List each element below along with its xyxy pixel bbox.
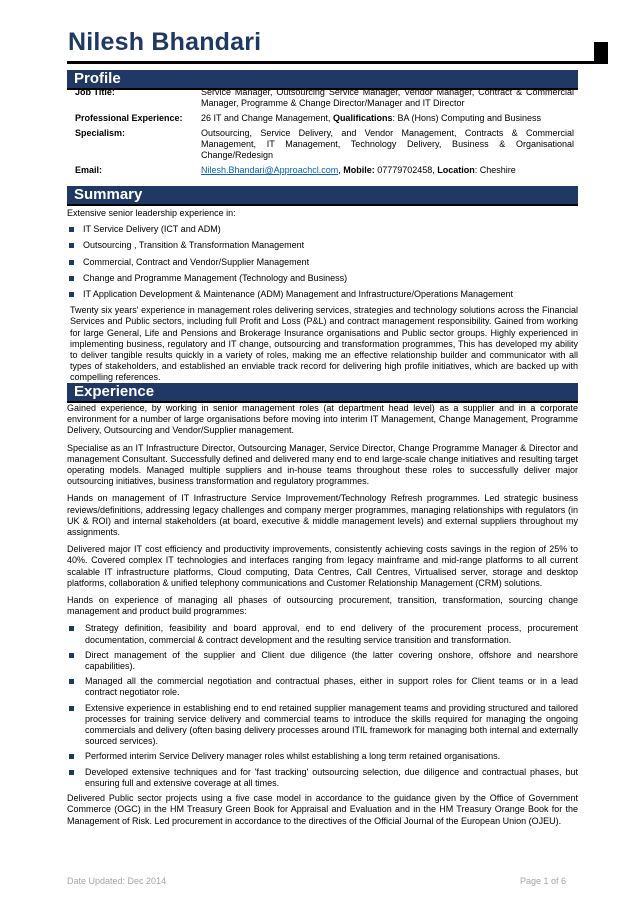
footer-page-number: Page 1 of 6: [520, 876, 567, 886]
profile-row-experience: [67, 113, 578, 124]
summary-section-header: [67, 186, 578, 206]
experience-bullet: Extensive experience in establishing end to end retained supplier management teams and providing structured and tailored processes for training service delivery and commercial teams to introduce the skills required for managing the ongoing commercials and delivery (often basing delivery processes around ITIL framework for managing both internal and externally sourced services).: [67, 703, 578, 748]
summary-bullet: Change and Programme Management (Technology and Business): [67, 273, 578, 284]
profile-row-job-title: [67, 87, 578, 109]
footer-date: Date Updated: Dec 2014: [67, 876, 167, 886]
location-value: : Cheshire: [474, 165, 516, 175]
experience-paragraph: Hands on management of IT Infrastructure Service Improvement/Technology Refresh programmes. Led strategic business reviews/definitions, addressing legacy challenges and company merger programmes, managing relationships with regulators (in UK & ROI) and internal stakeholders (at board, executive & middle management levels) and external suppliers throughout my assignments.: [67, 493, 578, 538]
experience-section-header: [67, 383, 578, 403]
mobile-label: Mobile:: [343, 165, 375, 175]
experience-paragraph: Hands on experience of managing all phases of outsourcing procurement, transition, transformation, sourcing change management and product build programmes:: [67, 595, 578, 617]
experience-bullet: Managed all the commercial negotiation and contractual phases, either in support roles for Client teams or in a lead contract negotiator role.: [67, 676, 578, 698]
summary-intro: Extensive senior leadership experience in:: [67, 208, 236, 218]
profile-heading: Profile: [74, 70, 121, 87]
summary-bullet-list: [67, 224, 578, 300]
experience-paragraph: Specialise as an IT Infrastructure Director, Outsourcing Manager, Service Director, Change Programme Manager & Director and management Consultant. Successfully defined and delivered many end to end large-scale change initiatives and resulting target operating models. Managed multiple suppliers and in-house teams throughout these roles to successfully deliver major outsourcing initiatives, business transformation and regulatory programmes.: [67, 442, 578, 487]
summary-heading: Summary: [74, 186, 143, 203]
specialism-label: Specialism:: [75, 128, 126, 138]
profile-row-contact: [67, 165, 578, 176]
summary-block: [67, 208, 578, 390]
specialism-value: Outsourcing, Service Delivery, and Vendor Management, Contracts & Commercial Management, IT Management, Technology Delivery, Business & Organisational Change/Redesign: [201, 128, 574, 160]
profile-row-specialism: [67, 128, 578, 161]
qualifications-value: : BA (Hons) Computing and Business: [392, 113, 542, 123]
experience-bullet-list: [67, 623, 578, 789]
job-title-value: Service Manager, Outsourcing Service Manager, Vendor Manager, Contract & Commercial Manager, Programme & Change Director/Manager and IT Director: [201, 87, 574, 108]
job-title-label: Job Title:: [75, 87, 115, 97]
header-rule: [67, 61, 608, 64]
experience-years: 26 IT and Change Management,: [201, 113, 333, 123]
experience-heading: Experience: [74, 383, 155, 400]
email-link[interactable]: Nilesh.Bhandari@Approachcl.com: [201, 165, 339, 175]
profile-table: [67, 87, 578, 180]
email-label: Email:: [75, 165, 103, 175]
experience-bullet: Strategy definition, feasibility and board approval, end to end delivery of the procurement process, procurement documentation, commercial & contract development and the resulting service transition and transformation.: [67, 623, 578, 645]
experience-paragraph: Delivered major IT cost efficiency and productivity improvements, consistently achieving costs savings in the region of 25% to 40%. Covered complex IT technologies and interfaces ranging from legacy mainframe and mid-range platforms to all current scalable IT infrastructure platforms, Cloud computing, Data Centres, Call Centres, Virtualised server, storage and desktop platforms, collaboration & unified telephony communications and Customer Relationship Management (CRM) solutions.: [67, 544, 578, 588]
summary-bullet: IT Application Development & Maintenance (ADM) Management and Infrastructure/Operations Management: [67, 289, 578, 300]
experience-closing: Delivered Public sector projects using a five case model in accordance to the guidance given by the Office of Government Commerce (OGC) in the HM Treasury Green Book for Appraisal and Evaluation and in the HM Treasury Orange Book for the Management of Risk. Led procurement in accordance to the directives of the Official Journal of the European Union (OJEU).: [67, 793, 578, 826]
qualifications-label: Qualifications: [332, 113, 393, 123]
summary-bullet: Outsourcing , Transition & Transformation Management: [67, 240, 578, 251]
summary-paragraph: Twenty six years' experience in management roles delivering services, strategies and technology solutions across the Financial Services and Public sectors, including full Profit and Loss (P&L) and contract management responsibility. Gained from working for large General, Life and Pensions and Brokerage Insurance organisations and Public sector groups. Highly experienced in implementing business, regulatory and IT change, outsourcing and transformation programmes, This has developed my ability to deliver tangible results quickly in a variety of roles, making me an effective relationship builder and communicator with all types of stakeholders, and established an enviable track record for delivering high profile initiatives, which are backed up with compelling references.: [70, 305, 578, 383]
experience-paragraph: Gained experience, by working in senior management roles (at department head level) as a supplier and in a corporate environment for a number of large organisations before moving into interim IT Management, Change Management, Programme Delivery, Outsourcing and Vendor/Supplier management.: [67, 403, 578, 436]
mobile-value: 07779702458,: [374, 165, 438, 175]
location-label: Location: [437, 165, 475, 175]
experience-bullet: Developed extensive techniques and for 'fast tracking' outsourcing selection, due diligence and contractual phases, but ensuring full and extensive coverage at all times.: [67, 767, 578, 789]
experience-bullet: Direct management of the supplier and Client due diligence (the latter covering onshore, offshore and nearshore capabilities).: [67, 650, 578, 672]
experience-label: Professional Experience:: [75, 113, 183, 123]
summary-bullet: Commercial, Contract and Vendor/Supplier Management: [67, 257, 578, 268]
contact-value: [201, 165, 578, 176]
summary-bullet: IT Service Delivery (ICT and ADM): [67, 224, 578, 235]
experience-bullet: Performed interim Service Delivery manager roles whilst establishing a long term retained organisations.: [67, 751, 578, 762]
candidate-name: Nilesh Bhandari: [68, 28, 262, 56]
experience-value: [201, 113, 578, 124]
contact-separator: ,: [338, 165, 344, 175]
experience-block: [67, 403, 578, 833]
